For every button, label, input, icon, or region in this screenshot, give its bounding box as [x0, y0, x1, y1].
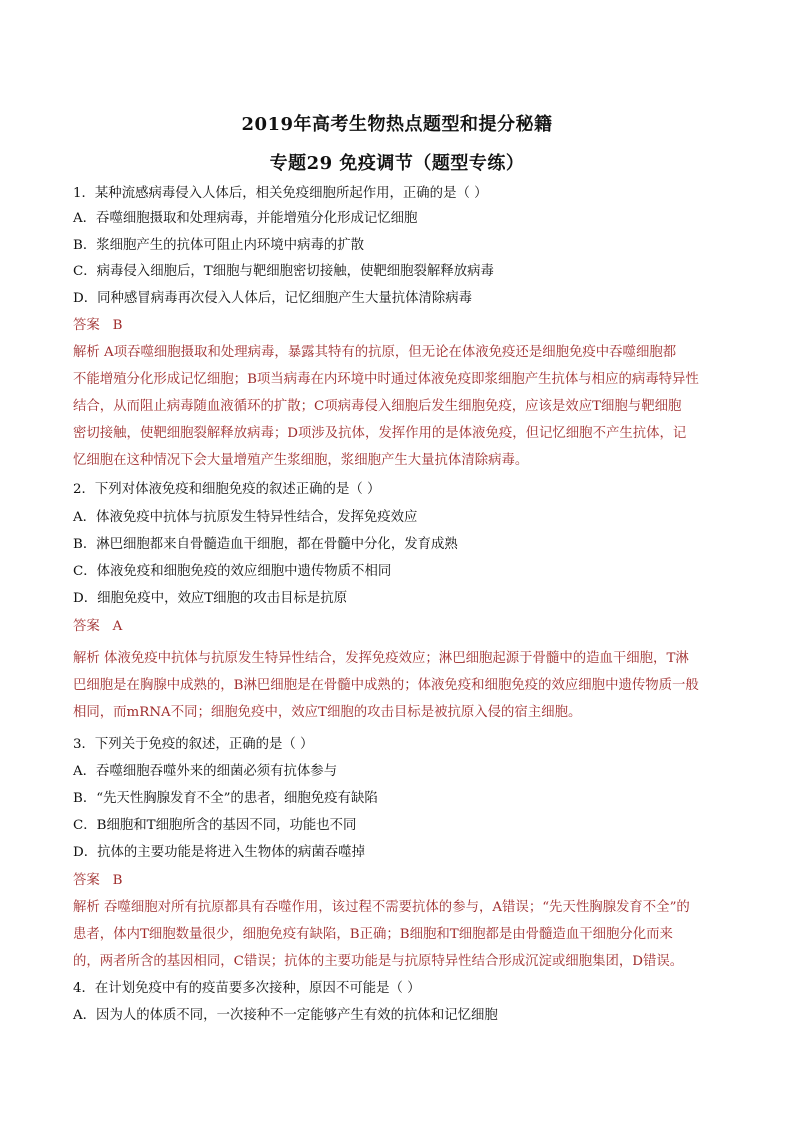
question-2-option-b: B．淋巴细胞都来自骨髓造血干细胞，都在骨髓中分化，发育成熟 — [73, 537, 458, 552]
question-4-option-a: A．因为人的体质不同，一次接种不一定能够产生有效的抗体和记忆细胞 — [73, 1008, 498, 1023]
question-3-option-c: C．B细胞和T细胞所含的基因不同，功能也不同 — [73, 818, 357, 833]
question-4-stem: 4．在计划免疫中有的疫苗要多次接种，原因不可能是（ ） — [73, 981, 421, 996]
question-1-option-c: C．病毒侵入细胞后，T细胞与靶细胞密切接触，使靶细胞裂解释放病毒 — [73, 264, 494, 279]
question-2-answer — [73, 618, 122, 636]
question-1-stem: 1．某种流感病毒侵入人体后，相关免疫细胞所起作用，正确的是（ ） — [73, 186, 488, 201]
question-3-analysis-line: 解析 吞噬细胞对所有抗原都具有吞噬作用，该过程不需要抗体的参与，A错误；“先天性胸腺发育不全”的 — [73, 900, 690, 915]
question-1-option-d: D．同种感冒病毒再次侵入人体后，记忆细胞产生大量抗体清除病毒 — [73, 291, 473, 306]
question-2-option-c: C．体液免疫和细胞免疫的效应细胞中遗传物质不相同 — [73, 564, 392, 579]
question-3-analysis-line: 的，两者所含的基因相同，C错误；抗体的主要功能是与抗原特异性结合形成沉淀或细胞集团，D错误。 — [73, 954, 684, 969]
question-3-option-a: A．吞噬细胞吞噬外来的细菌必须有抗体参与 — [73, 764, 338, 779]
question-2-stem: 2．下列对体液免疫和细胞免疫的叙述正确的是（ ） — [73, 482, 381, 497]
answer-value: B — [112, 873, 123, 888]
document-subtitle: 专题29 免疫调节（题型专练） — [269, 153, 525, 174]
question-2-analysis-line: 相同，而mRNA不同；细胞免疫中，效应T细胞的攻击目标是被抗原入侵的宿主细胞。 — [73, 705, 582, 720]
answer-value: B — [112, 318, 123, 333]
answer-label: 答案 — [73, 619, 100, 634]
question-1-option-b: B．浆细胞产生的抗体可阻止内环境中病毒的扩散 — [73, 238, 365, 253]
question-1-analysis-line: 密切接触，使靶细胞裂解释放病毒；D项涉及抗体，发挥作用的是体液免疫，但记忆细胞不产生抗体，记 — [73, 426, 687, 441]
question-3-option-b: B．“先天性胸腺发育不全”的患者，细胞免疫有缺陷 — [73, 791, 378, 806]
answer-label: 答案 — [73, 318, 100, 333]
question-3-stem: 3．下列关于免疫的叙述，正确的是（ ） — [73, 737, 314, 752]
question-3-analysis-line: 患者，体内T细胞数量很少，细胞免疫有缺陷，B正确；B细胞和T细胞都是由骨髓造血干细胞分化而来 — [73, 927, 673, 942]
question-2-option-d: D．细胞免疫中，效应T细胞的攻击目标是抗原 — [73, 591, 348, 606]
question-2-analysis-line: 解析 体液免疫中抗体与抗原发生特异性结合，发挥免疫效应；淋巴细胞起源于骨髓中的造血干细胞，T淋 — [73, 651, 689, 666]
question-1-analysis-line: 解析 A项吞噬细胞摄取和处理病毒，暴露其特有的抗原，但无论在体液免疫还是细胞免疫中吞噬细胞都 — [73, 345, 677, 360]
question-1-analysis-line: 不能增殖分化形成记忆细胞；B项当病毒在内环境中时通过体液免疫即浆细胞产生抗体与相应的病毒特异性 — [73, 372, 699, 387]
question-3-answer — [73, 872, 122, 890]
document-title: 2019年高考生物热点题型和提分秘籍 — [241, 114, 553, 135]
answer-value: A — [112, 619, 123, 634]
answer-label: 答案 — [73, 873, 100, 888]
question-1-analysis-line: 忆细胞在这种情况下会大量增殖产生浆细胞，浆细胞产生大量抗体清除病毒。 — [73, 453, 529, 468]
question-2-analysis-line: 巴细胞是在胸腺中成熟的，B淋巴细胞是在骨髓中成熟的；体液免疫和细胞免疫的效应细胞中遗传物质一般 — [73, 678, 699, 693]
question-3-option-d: D．抗体的主要功能是将进入生物体的病菌吞噬掉 — [73, 845, 365, 860]
question-1-analysis-line: 结合，从而阻止病毒随血液循环的扩散；C项病毒侵入细胞后发生细胞免疫，应该是效应T细胞与靶细胞 — [73, 399, 682, 414]
question-1-option-a: A．吞噬细胞摄取和处理病毒，并能增殖分化形成记忆细胞 — [73, 211, 418, 226]
question-2-option-a: A．体液免疫中抗体与抗原发生特异性结合，发挥免疫效应 — [73, 510, 418, 525]
question-1-answer — [73, 317, 122, 335]
